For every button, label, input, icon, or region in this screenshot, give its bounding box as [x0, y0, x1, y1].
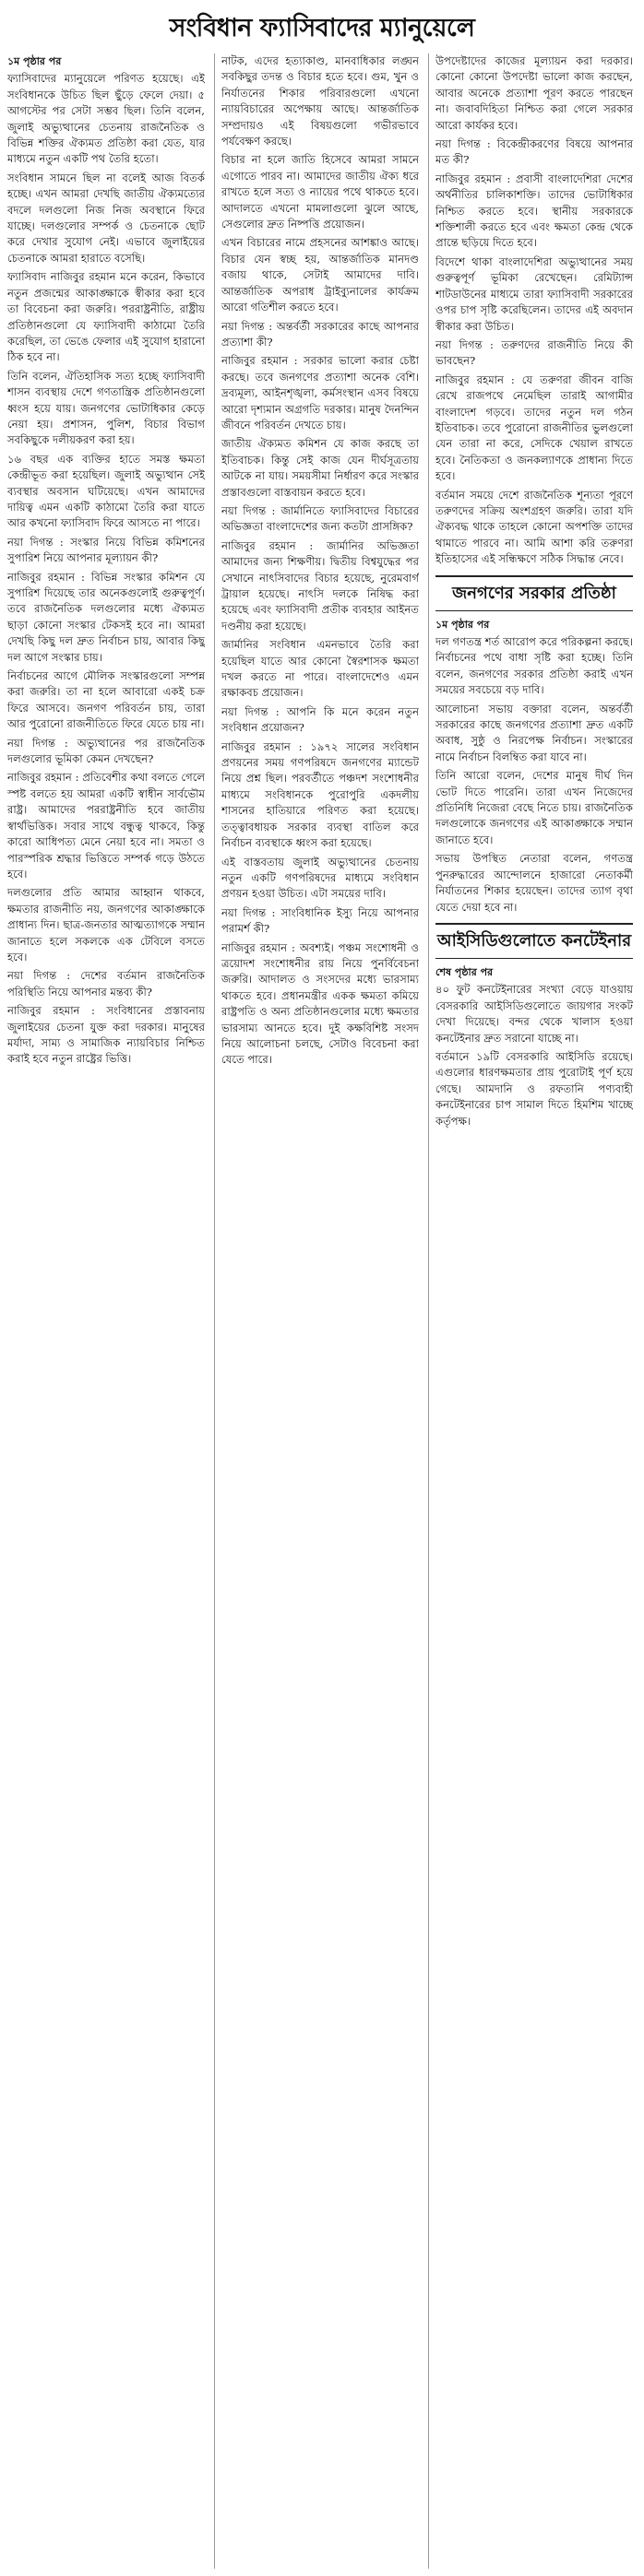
- paragraph: নাজিবুর রহমান : প্রতিবেশীর কথা বলতে গেলে স্পষ্ট বলতে হয় আমরা একটি স্বাধীন সার্বভৌম রাষ্ট্র। আমাদের পররাষ্ট্রনীতি হবে জাতীয় স্বার্থভিত্তিক। সবার সাথে বন্ধুত্ব থাকবে, কিন্তু কারো আধিপত্য মেনে নেয়া হবে না। সমতা ও পারস্পরিক শ্রদ্ধার ভিত্তিতে সম্পর্ক গড়ে উঠতে হবে।: [7, 771, 205, 880]
- side-story-2-body: [435, 982, 633, 1129]
- paragraph: ফ্যাসিবাদের ম্যানুয়েলে পরিণত হয়েছে। এই সংবিধানকে উচিত ছিল ছুঁড়ে ফেলে দেয়া। ৫ আগস্টের পর সেটা সম্ভব ছিল। তিনি বলেন, জুলাই অভ্যুত্থানের চেতনায় রাজনৈতিক ও বিভিন্ন শক্তির ঐক্যমত প্রতিষ্ঠা করা যেত, যার মাধ্যমে নতুন একটি পথ তৈরি হতো।: [7, 72, 205, 166]
- paragraph: জাতীয় ঐক্যমত কমিশন যে কাজ করছে তা ইতিবাচক। কিন্তু সেই কাজ যেন দীর্ঘসূত্রতায় আটকে না যায়। সময়সীমা নির্ধারণ করে সংস্কার প্রস্তাবগুলো বাস্তবায়ন করতে হবে।: [221, 437, 419, 499]
- paragraph: ৪০ ফুট কনটেইনারের সংখ্যা বেড়ে যাওয়ায় বেসরকারি আইসিডিগুলোতে জায়গার সংকট দেখা দিয়েছে। বন্দর থেকে খালাস হওয়া কনটেইনার দ্রুত সরানো যাচ্ছে না।: [435, 983, 633, 1045]
- paragraph: নাজিবুর রহমান : ১৯৭২ সালের সংবিধান প্রণয়নের সময় গণপরিষদে জনগণের ম্যান্ডেট নিয়ে প্রশ্ন ছিল। পরবর্তীতে পঞ্চদশ সংশোধনীর মাধ্যমে সংবিধানকে পুরোপুরি একদলীয় শাসনের হাতিয়ারে পরিণত করা হয়েছে। তত্ত্বাবধায়ক সরকার ব্যবস্থা বাতিল করে নির্বাচন ব্যবস্থাকে ধ্বংস করা হয়েছে।: [221, 739, 419, 850]
- paragraph: আলোচনা সভায় বক্তারা বলেন, অন্তর্বর্তী সরকারের কাছে জনগণের প্রত্যাশা দ্রুত একটি অবাধ, সুষ্ঠু ও নিরপেক্ষ নির্বাচন। সংস্কারের নামে নির্বাচন বিলম্বিত করা যাবে না।: [435, 702, 633, 763]
- paragraph: বর্তমানে ১৯টি বেসরকারি আইসিডি রয়েছে। এগুলোর ধারণক্ষমতার প্রায় পুরোটাই পূর্ণ হয়ে গেছে। আমদানি ও রফতানি পণ্যবাহী কনটেইনারের চাপ সামাল দিতে হিমশিম খাচ্ছে কর্তৃপক্ষ।: [435, 1049, 633, 1128]
- paragraph: এই বাস্তবতায় জুলাই অভ্যুত্থানের চেতনায় নতুন একটি গণপরিষদের মাধ্যমে সংবিধান প্রণয়ন হওয়া উচিত। এটা সময়ের দাবি।: [221, 855, 419, 901]
- paragraph: বিদেশে থাকা বাংলাদেশিরা অভ্যুত্থানের সময় গুরুত্বপূর্ণ ভূমিকা রেখেছেন। রেমিট্যান্স শাটডাউনের মাধ্যমে তারা ফ্যাসিবাদী সরকারের ওপর চাপ সৃষ্টি করেছিলেন। তাদের এই অবদান স্বীকার করা উচিত।: [435, 254, 633, 333]
- side-story-1-body: [435, 634, 633, 916]
- side-story-1-continued-label: ১ম পৃষ্ঠার পর: [435, 618, 490, 631]
- side-story-2-headline: আইসিডিগুলোতে কনটেইনার: [435, 923, 633, 959]
- column-2-body: [221, 53, 419, 1069]
- paragraph: নয়া দিগন্ত : বিকেন্দ্রীকরণের বিষয়ে আপনার মত কী?: [435, 137, 633, 167]
- paragraph: নাজিবুর রহমান : সংবিধানের প্রস্তাবনায় জুলাইয়ের চেতনা যুক্ত করা দরকার। মানুষের মর্যাদা, সাম্য ও সামাজিক ন্যায়বিচার নিশ্চিত করাই হবে নতুন রাষ্ট্রের ভিত্তি।: [7, 1004, 205, 1066]
- paragraph: নাটক, এদের হত্যাকাণ্ড, মানবাধিকার লঙ্ঘন সবকিছুর তদন্ত ও বিচার হতে হবে। গুম, খুন ও নির্যাতনের শিকার পরিবারগুলো এখনো ন্যায়বিচারের অপেক্ষায় আছে। আন্তর্জাতিক সম্প্রদায়ও এই বিষয়গুলো গভীরভাবে পর্যবেক্ষণ করছে।: [221, 54, 419, 148]
- paragraph: নয়া দিগন্ত : অন্তর্বর্তী সরকারের কাছে আপনার প্রত্যাশা কী?: [221, 319, 419, 349]
- paragraph: নয়া দিগন্ত : তরুণদের রাজনীতি নিয়ে কী ভাবছেন?: [435, 337, 633, 368]
- article-column-1: [7, 53, 205, 2569]
- paragraph: ফ্যাসিবাদ নাজিবুর রহমান মনে করেন, কিভাবে নতুন প্রজন্মের আকাঙ্ক্ষাকে স্বীকার করা হবে তা বিবেচনা করা জরুরি। পররাষ্ট্রনীতি, রাষ্ট্রীয় প্রতিষ্ঠানগুলো যে ফ্যাসিবাদী কাঠামো তৈরি করেছিল, তা ভেঙে ফেলার এই সুযোগ হারানো ঠিক হবে না।: [7, 270, 205, 364]
- article-column-3: [435, 53, 633, 2569]
- paragraph: সংবিধান সামনে ছিল না বলেই আজ বিতর্ক হচ্ছে। এখন আমরা দেখছি জাতীয় ঐক্যমত্যের বদলে দলগুলো নিজ নিজ অবস্থানে ফিরে যাচ্ছে। দলগুলোর সম্পর্ক ও চেতনাকে ছোট করে দেখার সুযোগ নেই। এভাবে জুলাইয়ের চেতনাকে আমরা হারাতে বসেছি।: [7, 171, 205, 265]
- paragraph: নাজিবুর রহমান : অবশ্যই। পঞ্চম সংশোধনী ও ত্রয়োদশ সংশোধনীর রায় নিয়ে পুনর্বিবেচনা জরুরি। আদালত ও সংসদের মধ্যে ভারসাম্য থাকতে হবে। প্রধানমন্ত্রীর একক ক্ষমতা কমিয়ে রাষ্ট্রপতি ও অন্য প্রতিষ্ঠানগুলোর মধ্যে ক্ষমতার ভারসাম্য আনতে হবে। দুই কক্ষবিশিষ্ট সংসদ নিয়ে আলোচনা চলছে, সেটাও বিবেচনা করা যেতে পারে।: [221, 940, 419, 1067]
- continued-from-label: ১ম পৃষ্ঠার পর: [7, 55, 62, 67]
- paragraph: নাজিবুর রহমান : প্রবাসী বাংলাদেশিরা দেশের অর্থনীতির চালিকাশক্তি। তাদের ভোটাধিকার নিশ্চিত করতে হবে। স্থানীয় সরকারকে শক্তিশালী করতে হবে এবং ক্ষমতা কেন্দ্র থেকে প্রান্তে ছড়িয়ে দিতে হবে।: [435, 171, 633, 250]
- paragraph: তিনি আরো বলেন, দেশের মানুষ দীর্ঘ দিন ভোট দিতে পারেনি। তারা এখন নিজেদের প্রতিনিধি নিজেরা বেছে নিতে চায়। রাজনৈতিক দলগুলোকে জনগণের এই আকাঙ্ক্ষাকে সম্মান জানাতে হবে।: [435, 769, 633, 846]
- column-rule: [428, 53, 429, 2569]
- paragraph: নয়া দিগন্ত : দেশের বর্তমান রাজনৈতিক পরিস্থিতি নিয়ে আপনার মন্তব্য কী?: [7, 969, 205, 998]
- paragraph: নয়া দিগন্ত : জার্মানিতে ফ্যাসিবাদের বিচারের অভিজ্ঞতা বাংলাদেশের জন্য কতটা প্রাসঙ্গিক?: [221, 503, 419, 534]
- article-column-2: [221, 53, 419, 2569]
- page-headline: সংবিধান ফ্যাসিবাদের ম্যানুয়েলে: [169, 14, 475, 42]
- paragraph: নয়া দিগন্ত : আপনি কি মনে করেন নতুন সংবিধান প্রয়োজন?: [221, 704, 419, 735]
- paragraph: তিনি বলেন, ঐতিহাসিক সত্য হচ্ছে ফ্যাসিবাদী শাসন ব্যবস্থায় দেশে গণতান্ত্রিক প্রতিষ্ঠানগুলো ধ্বংস হয়ে যায়। জনগণের ভোটাধিকার কেড়ে নেয়া হয়। প্রশাসন, পুলিশ, বিচার বিভাগ সবকিছুকে দলীয়করণ করা হয়।: [7, 369, 205, 447]
- column-rule: [214, 53, 215, 2569]
- paragraph: জার্মানির সংবিধান এমনভাবে তৈরি করা হয়েছিল যাতে আর কোনো স্বৈরশাসক ক্ষমতা দখল করতে না পারে। বাংলাদেশেও এমন রক্ষাকবচ প্রয়োজন।: [221, 638, 419, 700]
- paragraph: নয়া দিগন্ত : অভ্যুত্থানের পর রাজনৈতিক দলগুলোর ভূমিকা কেমন দেখছেন?: [7, 736, 205, 766]
- paragraph: এখন বিচারের নামে প্রহসনের আশঙ্কাও আছে। বিচার যেন স্বচ্ছ হয়, আন্তর্জাতিক মানদণ্ড বজায় থাকে, সেটাই আমাদের দাবি। আন্তর্জাতিক অপরাধ ট্রাইব্যুনালের কার্যক্রম আরো গতিশীল করতে হবে।: [221, 236, 419, 314]
- paragraph: দল গণতন্ত্র শর্ত আরোপ করে পরিকল্পনা করছে। নির্বাচনের পথে বাধা সৃষ্টি করা হচ্ছে। তিনি বলেন, জনগণের সরকার প্রতিষ্ঠা করাই এখন সময়ের সবচেয়ে বড় দাবি।: [435, 635, 633, 697]
- paragraph: নির্বাচনের আগে মৌলিক সংস্কারগুলো সম্পন্ন করা জরুরি। তা না হলে আবারো একই চক্র ফিরে আসবে। জনগণ পরিবর্তন চায়, তারা আর পুরোনো রাজনীতিতে ফিরে যেতে চায় না।: [7, 669, 205, 731]
- paragraph: নাজিবুর রহমান : যে তরুণরা জীবন বাজি রেখে রাজপথে নেমেছিল তারাই আগামীর বাংলাদেশ গড়বে। তাদের নতুন দল গঠন ইতিবাচক। তবে পুরোনো রাজনীতির ভুলগুলো যেন তারা না করে, সেদিকে খেয়াল রাখতে হবে। নৈতিকতা ও জনকল্যাণকে প্রাধান্য দিতে হবে।: [435, 372, 633, 483]
- paragraph: দলগুলোর প্রতি আমার আহ্বান থাকবে, ক্ষমতার রাজনীতি নয়, জনগণের আকাঙ্ক্ষাকে প্রাধান্য দিন। ছাত্র-জনতার আত্মত্যাগকে সম্মান জানাতে হলে সকলকে এক টেবিলে বসতে হবে।: [7, 886, 205, 963]
- paragraph: ১৬ বছর এক ব্যক্তির হাতে সমস্ত ক্ষমতা কেন্দ্রীভূত করা হয়েছিল। জুলাই অভ্যুত্থান সেই ব্যবস্থার অবসান ঘটিয়েছে। এখন আমাদের দায়িত্ব এমন একটি কাঠামো তৈরি করা যাতে আর কখনো ফ্যাসিবাদ ফিরে আসতে না পারে।: [7, 452, 205, 530]
- paragraph: সভায় উপস্থিত নেতারা বলেন, গণতন্ত্র পুনরুদ্ধারের আন্দোলনে হাজারো নেতাকর্মী নির্যাতনের শিকার হয়েছেন। তাদের ত্যাগ বৃথা যেতে দেয়া হবে না।: [435, 852, 633, 914]
- paragraph: নয়া দিগন্ত : সংস্কার নিয়ে বিভিন্ন কমিশনের সুপারিশ নিয়ে আপনার মূল্যায়ন কী?: [7, 535, 205, 565]
- side-story-2-continued-label: শেষ পৃষ্ঠার পর: [435, 965, 494, 978]
- side-story-1-headline: জনগণের সরকার প্রতিষ্ঠা: [435, 575, 633, 611]
- paragraph: নাজিবুর রহমান : বিভিন্ন সংস্কার কমিশন যে সুপারিশ দিয়েছে তার অনেকগুলোই গুরুত্বপূর্ণ। তবে রাজনৈতিক দলগুলোর মধ্যে ঐক্যমত ছাড়া কোনো সংস্কার টেকসই হবে না। আমরা দেখছি কিছু দল দ্রুত নির্বাচন চায়, আবার কিছু দল আগে সংস্কার চায়।: [7, 570, 205, 664]
- paragraph: নাজিবুর রহমান : জার্মানির অভিজ্ঞতা আমাদের জন্য শিক্ষণীয়। দ্বিতীয় বিশ্বযুদ্ধের পর সেখানে নাৎসিবাদের বিচার হয়েছে, নুরেমবার্গ ট্রায়াল হয়েছে। নাৎসি দলকে নিষিদ্ধ করা হয়েছে এবং ফ্যাসিবাদী প্রতীক ব্যবহার আইনত দণ্ডনীয় করা হয়েছে।: [221, 538, 419, 632]
- paragraph: বিচার না হলে জাতি হিসেবে আমরা সামনে এগোতে পারব না। আমাদের জাতীয় ঐক্য ধরে রাখতে হলে সত্য ও ন্যায়ের পথে থাকতে হবে। আদালতে এখনো মামলাগুলো ঝুলে আছে, সেগুলোর দ্রুত নিষ্পত্তি প্রয়োজন।: [221, 153, 419, 231]
- paragraph: নয়া দিগন্ত : সাংবিধানিক ইস্যু নিয়ে আপনার পরামর্শ কী?: [221, 905, 419, 936]
- column-3-body: [435, 53, 633, 568]
- paragraph: উপদেষ্টাদের কাজের মূল্যায়ন করা দরকার। কোনো কোনো উপদেষ্টা ভালো কাজ করছেন, আবার অনেকে প্রত্যাশা পূরণ করতে পারছেন না। জবাবদিহিতা নিশ্চিত করা গেলে সরকার আরো কার্যকর হবে।: [435, 54, 633, 132]
- paragraph: নাজিবুর রহমান : সরকার ভালো করার চেষ্টা করছে। তবে জনগণের প্রত্যাশা অনেক বেশি। দ্রব্যমূল্য, আইনশৃঙ্খলা, কর্মসংস্থান এসব বিষয়ে আরো দৃশ্যমান অগ্রগতি দরকার। মানুষ দৈনন্দিন জীবনে পরিবর্তন দেখতে চায়।: [221, 354, 419, 431]
- paragraph: বর্তমান সময়ে দেশে রাজনৈতিক শূন্যতা পূরণে তরুণদের সক্রিয় অংশগ্রহণ জরুরি। তারা যদি ঐক্যবদ্ধ থাকে তাহলে কোনো অপশক্তি তাদের থামাতে পারবে না। আমি আশা করি তরুণরা ইতিহাসের এই সন্ধিক্ষণে সঠিক সিদ্ধান্ত নেবে।: [435, 488, 633, 566]
- column-1-body: [7, 71, 205, 1067]
